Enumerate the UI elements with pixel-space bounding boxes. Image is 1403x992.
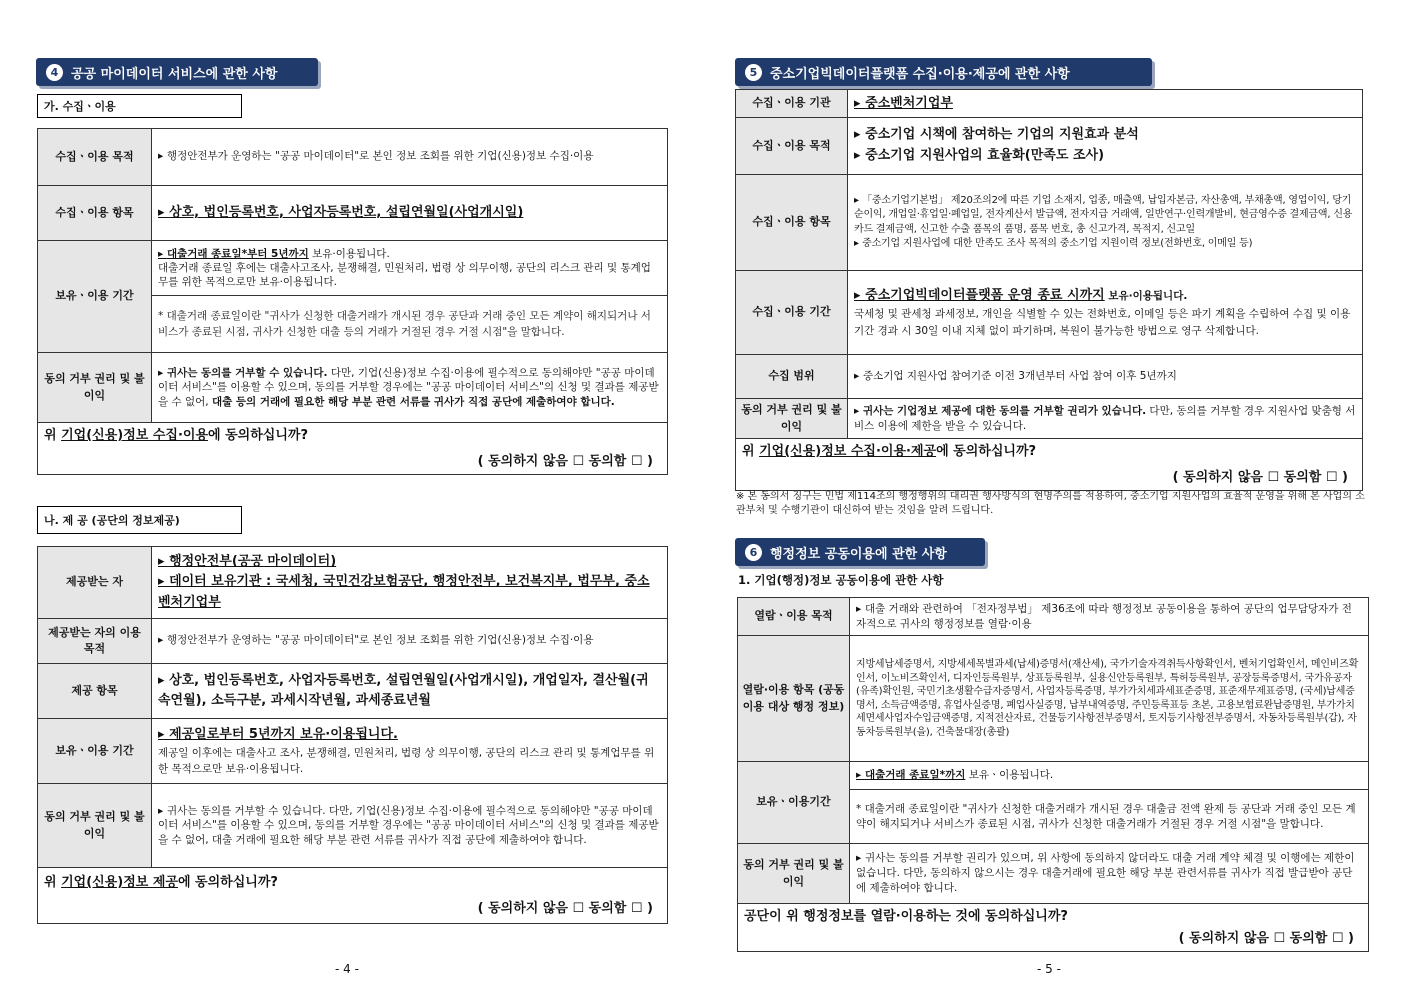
header-period: 보유ㆍ이용 기간 [38, 241, 152, 353]
header-refuse: 동의 거부 권리 및 불이익 [38, 353, 152, 423]
consent-row-admin [738, 904, 1369, 952]
period-desc: 대출거래 종료일 후에는 대출사고조사, 분쟁해결, 민원처리, 법령 상 의무이행, 공단의 리스크 관리 및 통계업무를 위한 목적으로만 보유·이용됩니다. [158, 261, 651, 289]
consent-row-a: 위 기업(신용)정보 수집·이용에 동의하십니까? ( 동의하지 않음 ☐ 동의함 ☐ ) [38, 423, 668, 475]
bd-refuse-text: 다만, 동의를 거부할 경우 지원사업 맞춤형 서비스 이용에 제한을 받을 수 있습니다. [854, 404, 1356, 432]
bigdata-table [735, 89, 1363, 491]
purpose-text: ▸ 행정안전부가 운영하는 "공공 마이데이터"로 본인 정보 조회를 위한 기업(신용)정보 수집·이용 [158, 150, 593, 162]
provide-period-main: ▸ 제공일로부터 5년까지 보유·이용됩니다. [158, 725, 661, 745]
consent-target: 기업(신용)정보 수집·이용·제공 [759, 444, 937, 459]
period-main: ▸ 대출거래 종료일*부터 5년까지 [158, 248, 309, 260]
section-4-title-text: 공공 마이데이터 서비스에 관한 사항 [71, 66, 278, 82]
header-provide-period: 보유ㆍ이용 기간 [38, 719, 152, 784]
header-items: 수집ㆍ이용 항목 [38, 186, 152, 241]
collect-use-table [37, 128, 668, 475]
section-number-badge: 6 [745, 544, 762, 561]
bd-items-2: ▸ 중소기업 지원사업에 대한 만족도 조사 목적의 중소기업 지원이력 정보(전화번호, 이메일 등) [854, 237, 1356, 252]
header-scope: 수집 범위 [736, 355, 848, 399]
recipient-1: ▸ 행정안전부(공공 마이데이터) [158, 552, 661, 572]
consent-checkboxes-bd[interactable]: ( 동의하지 않음 ☐ 동의함 ☐ ) [1172, 469, 1348, 485]
header-admin-period: 보유ㆍ이용기간 [738, 762, 850, 844]
period-main-tail: 보유·이용됩니다. [308, 247, 390, 260]
header-provide-items: 제공 항목 [38, 664, 152, 719]
admin-items: 지방세납세증명서, 지방세세목별과세(납세)증명서(재산세), 국가기술자격취득사항확인서, 벤처기업확인서, 메인비즈확인서, 이노비즈확인서, 디자인등록원부, 상표등록원부, 실용신안등록원부, 특허등록원부, 공장등록증명서, 국가유공자(유족)확인원, 국민기초생활수급자증명서, 사업자등록증명, 부가가치세과세표준증명, 표준재무제표증명, (국세)납세증명서, 소득금액증명, 휴업사실증명, 폐업사실증명, 납부내역증명, 주민등록표등 초본, 고용보험료완납증명원, 부가가치세면세사업자수입금액증명, 지적전산자료, 건물등기사항전부증명서, 토지등기사항전부증명서, 자동차등록원부(갑), 자동차등록원부(을), 건축물대장(총괄) [856, 659, 1359, 738]
bd-period-main: ▸ 중소기업빅데이터플랫폼 운영 종료 시까지 [854, 288, 1105, 303]
section-5-title-text: 중소기업빅데이터플랫폼 수집·이용·제공에 관한 사항 [770, 66, 1070, 82]
header-provide-refuse: 동의 거부 권리 및 불이익 [38, 784, 152, 868]
header-purpose: 수집ㆍ이용 목적 [38, 129, 152, 186]
bd-purpose-1: ▸ 중소기업 시책에 참여하는 기업의 지원효과 분석 [854, 125, 1356, 146]
section-number-badge: 4 [46, 64, 63, 81]
subsection-b-label: 나. 제 공 (공단의 정보제공) [37, 506, 242, 534]
section-5-title [735, 58, 1152, 86]
consent-checkboxes-admin[interactable]: ( 동의하지 않음 ☐ 동의함 ☐ ) [1178, 930, 1354, 946]
header-recipient-purpose: 제공받는 자의 이용 목적 [38, 619, 152, 664]
header-admin-refuse: 동의 거부 권리 및 불이익 [738, 844, 850, 904]
header-org: 수집ㆍ이용 기관 [736, 90, 848, 118]
section-number-badge: 5 [745, 64, 762, 81]
header-admin-purpose: 열람ㆍ이용 목적 [738, 598, 850, 636]
header-bd-refuse: 동의 거부 권리 및 불이익 [736, 399, 848, 439]
items-text: ▸ 상호, 법인등록번호, 사업자등록번호, 설립연월일(사업개시일) [158, 205, 523, 220]
recipient-2: ▸ 데이터 보유기관 : 국세청, 국민건강보험공단, 행정안전부, 보건복지부, 법무부, 중소벤처기업부 [158, 572, 661, 612]
refuse-text-1: 다만, 기업(신용)정보 수집·이용에 필수적으로 동의해야만 "공공 마이데이터 서비스"를 이용할 수 있으며, 동의를 거부할 경우에는 "공공 마이데이터 서비스"의 신청 및 결과를 제공받을 수 없어, [158, 367, 659, 408]
refuse-bold-1: ▸ 귀사는 동의를 거부할 수 있습니다. [158, 367, 328, 379]
provide-refuse: ▸ 귀사는 동의를 거부할 수 있습니다. 다만, 기업(신용)정보 수집·이용에 필수적으로 동의해야만 "공공 마이데이터 서비스"를 이용할 수 있으며, 동의를 거부할 경우에는 "공공 마이데이터 서비스"의 신청 및 결과를 제공받을 수 없어, 대출 거래에 필요한 해당 부분 관련 서류를 귀사가 직접 공단에 제출하여야 합니다. [158, 805, 659, 845]
header-recipient: 제공받는 자 [38, 547, 152, 619]
page-number-left: - 4 - [335, 962, 359, 976]
section-6-title-text: 행정정보 공동이용에 관한 사항 [770, 546, 947, 562]
header-bd-period: 수집ㆍ이용 기간 [736, 271, 848, 355]
consent-checkboxes-b[interactable]: ( 동의하지 않음 ☐ 동의함 ☐ ) [477, 900, 653, 916]
bd-refuse-bold: ▸ 귀사는 기업정보 제공에 대한 동의를 거부할 권리가 있습니다. [854, 405, 1146, 417]
bd-items-1: ▸ 「중소기업기본법」 제20조의2에 따른 기업 소재지, 업종, 매출액, 납입자본금, 자산총액, 부채총액, 영업이익, 당기순이익, 개업일·휴업일·폐업일, 전자계산서 발급액, 전자지급 거래액, 일반연구·인력개발비, 현금영수증 결제금액, 신용카드 결제금액, 신고한 수출 품목의 품명, 품목 번호, 총 신고가격, 목적지, 신고일 [854, 194, 1356, 238]
consent-target: 기업(신용)정보 제공 [61, 875, 178, 890]
page-number-right: - 5 - [1037, 962, 1061, 976]
section-4-title [36, 58, 318, 86]
header-bd-purpose: 수집ㆍ이용 목적 [736, 118, 848, 175]
provide-period-desc: 제공일 이후에는 대출사고 조사, 분쟁해결, 민원처리, 법령 상 의무이행, 공단의 리스크 관리 및 통계업무를 위한 목적으로만 보유·이용됩니다. [158, 746, 655, 776]
org-text: ▸ 중소벤처기업부 [854, 96, 953, 111]
admin-period-tail: 보유ㆍ이용됩니다. [965, 768, 1054, 781]
consent-checkboxes-a[interactable]: ( 동의하지 않음 ☐ 동의함 ☐ ) [477, 453, 653, 469]
section-6-title [735, 538, 985, 566]
subsection-a-label: 가. 수집ㆍ이용 [37, 94, 242, 118]
header-bd-items: 수집ㆍ이용 항목 [736, 175, 848, 271]
provide-items: ▸ 상호, 법인등록번호, 사업자등록번호, 설립연월일(사업개시일), 개업일자, 결산월(귀속연월), 소득구분, 과세시작년월, 과세종료년월 [158, 673, 649, 708]
bd-period-tail: 보유·이용됩니다. [1104, 290, 1188, 303]
bd-purpose-2: ▸ 중소기업 지원사업의 효율화(만족도 조사) [854, 146, 1356, 167]
section-6-subheading: 1. 기업(행정)정보 공동이용에 관한 사항 [738, 573, 944, 587]
recipient-purpose: ▸ 행정안전부가 운영하는 "공공 마이데이터"로 본인 정보 조회를 위한 기업(신용)정보 수집·이용 [158, 634, 593, 646]
consent-target: 기업(신용)정보 수집·이용 [61, 428, 209, 443]
consent-row-b: 위 기업(신용)정보 제공에 동의하십니까? ( 동의하지 않음 ☐ 동의함 ☐ ) [38, 868, 668, 924]
admin-period-note: * 대출거래 종료일이란 "귀사가 신청한 대출거래가 개시된 경우 대출금 전액 완제 등 공단과 거래 중인 모든 계약이 해지되거나 서비스가 종료된 시점, 귀사가 신청한 대출거래가 거절된 경우 거절 시점"을 말합니다. [856, 802, 1356, 830]
refuse-bold-2: 대출 등의 거래에 필요한 해당 부분 관련 서류를 귀사가 직접 공단에 제출하여야 합니다. [211, 395, 615, 408]
admin-info-table [737, 597, 1369, 952]
admin-refuse: ▸ 귀사는 동의를 거부할 권리가 있으며, 위 사항에 동의하지 않더라도 대출 거래 계약 체결 및 이행에는 제한이 없습니다. 다만, 동의하지 않으시는 경우 대출거래에 필요한 해당 부분 관련서류를 귀사가 직접 발급받아 공단에 제출하여야 합니다. [856, 852, 1355, 893]
provide-table [37, 546, 668, 924]
bd-period-desc: 국세청 및 관세청 과세정보, 개인을 식별할 수 있는 전화번호, 이메일 등은 파기 계획을 수립하여 수집 및 이용기간 경과 시 30일 이내 지체 없이 파기하며, 복원이 불가능한 방법으로 영구 삭제합니다. [854, 308, 1351, 337]
header-admin-items: 열람·이용 항목 (공동이용 대상 행정 정보) [738, 636, 850, 762]
delegation-note: ※ 본 동의서 징구는 민법 제114조의 행정행위의 대리권 행사방식의 현명주의를 적용하여, 중소기업 지원사업의 효율적 운영을 위해 본 사업의 소관부처 및 수행기관이 대신하여 받는 것임을 알려 드립니다. [736, 491, 1365, 516]
admin-period-main: ▸ 대출거래 종료일*까지 [856, 769, 965, 781]
consent-row-bd: 위 기업(신용)정보 수집·이용·제공에 동의하십니까? ( 동의하지 않음 ☐ 동의함 ☐ ) [736, 439, 1363, 491]
period-note: * 대출거래 종료일이란 "귀사가 신청한 대출거래가 개시된 경우 공단과 거래 중인 모든 계약이 해지되거나 서비스가 종료된 시점, 귀사가 신청한 대출 등의 거래가 거절된 경우 거절 시점"을 말합니다. [158, 309, 651, 338]
admin-consent-question: 공단이 위 행정정보를 열람·이용하는 것에 동의하십니까? [744, 909, 1068, 924]
scope-text: ▸ 중소기업 지원사업 참여기준 이전 3개년부터 사업 참여 이후 5년까지 [854, 370, 1177, 382]
admin-purpose: ▸ 대출 거래와 관련하여 「전자정부법」 제36조에 따라 행정정보 공동이용을 통하여 공단의 업무담당자가 전자적으로 귀사의 행정정보를 열람·이용 [856, 603, 1352, 630]
